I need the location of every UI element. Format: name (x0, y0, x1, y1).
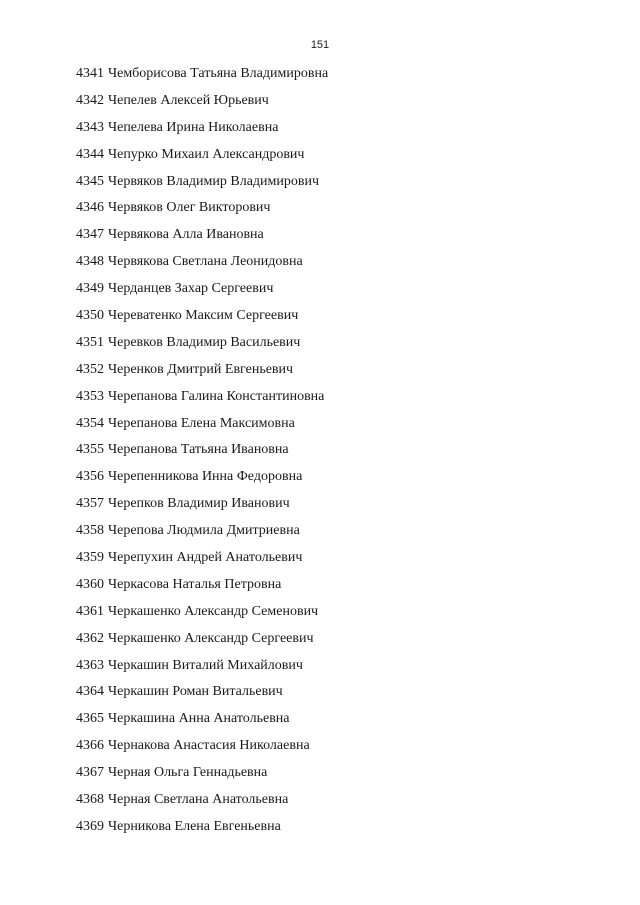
entry-number: 4357 (76, 496, 104, 512)
entry-name: Черепков Владимир Иванович (108, 496, 290, 512)
list-item (76, 522, 596, 549)
name-list (76, 65, 596, 845)
list-item (76, 226, 596, 253)
list-item (76, 737, 596, 764)
entry-name: Черникова Елена Евгеньевна (108, 818, 281, 834)
entry-number: 4360 (76, 576, 104, 592)
list-item (76, 361, 596, 388)
entry-number: 4366 (76, 738, 104, 754)
entry-number: 4352 (76, 361, 104, 377)
entry-name: Червякова Алла Ивановна (108, 227, 264, 243)
entry-number: 4344 (76, 146, 104, 162)
entry-number: 4353 (76, 388, 104, 404)
list-item (76, 253, 596, 280)
list-item (76, 683, 596, 710)
page-number: 151 (310, 39, 330, 51)
entry-number: 4348 (76, 254, 104, 270)
entry-number: 4361 (76, 603, 104, 619)
entry-name: Чепурко Михаил Александрович (108, 146, 305, 162)
list-item (76, 92, 596, 119)
entry-number: 4346 (76, 200, 104, 216)
entry-name: Черепова Людмила Дмитриевна (108, 523, 300, 539)
entry-name: Черевков Владимир Васильевич (108, 334, 301, 350)
entry-name: Черкасова Наталья Петровна (108, 576, 282, 592)
list-item (76, 307, 596, 334)
entry-name: Черкашин Роман Витальевич (108, 684, 283, 700)
entry-number: 4367 (76, 765, 104, 781)
entry-number: 4354 (76, 415, 104, 431)
list-item (76, 173, 596, 200)
entry-number: 4369 (76, 818, 104, 834)
entry-number: 4363 (76, 657, 104, 673)
entry-name: Черданцев Захар Сергеевич (108, 281, 274, 297)
entry-number: 4345 (76, 173, 104, 189)
entry-name: Черкашин Виталий Михайлович (108, 657, 303, 673)
list-item (76, 657, 596, 684)
list-item (76, 710, 596, 737)
entry-number: 4359 (76, 550, 104, 566)
list-item (76, 415, 596, 442)
list-item (76, 388, 596, 415)
entry-name: Череватенко Максим Сергеевич (108, 308, 299, 324)
entry-name: Черкашенко Александр Сергеевич (108, 630, 314, 646)
entry-name: Черенков Дмитрий Евгеньевич (108, 361, 294, 377)
list-item (76, 119, 596, 146)
entry-name: Чемборисова Татьяна Владимировна (108, 66, 329, 81)
entry-number: 4364 (76, 684, 104, 700)
list-item (76, 441, 596, 468)
entry-name: Червяков Владимир Владимирович (108, 173, 320, 189)
entry-number: 4358 (76, 523, 104, 539)
list-item (76, 65, 596, 92)
list-item (76, 146, 596, 173)
list-item (76, 549, 596, 576)
entry-number: 4350 (76, 308, 104, 324)
entry-name: Черкашенко Александр Семенович (108, 603, 319, 619)
list-item (76, 630, 596, 657)
entry-number: 4356 (76, 469, 104, 485)
entry-number: 4342 (76, 92, 104, 108)
list-item (76, 576, 596, 603)
entry-number: 4362 (76, 630, 104, 646)
entry-name: Черкашина Анна Анатольевна (108, 711, 290, 727)
entry-name: Червякова Светлана Леонидовна (108, 254, 303, 270)
list-item (76, 495, 596, 522)
entry-name: Чепелев Алексей Юрьевич (108, 92, 269, 108)
entry-number: 4365 (76, 711, 104, 727)
entry-name: Черная Ольга Геннадьевна (108, 765, 268, 781)
entry-name: Червяков Олег Викторович (108, 200, 271, 216)
entry-name: Чепелева Ирина Николаевна (108, 119, 279, 135)
list-item (76, 764, 596, 791)
entry-number: 4349 (76, 281, 104, 297)
list-item (76, 603, 596, 630)
entry-name: Черепанова Галина Константиновна (108, 388, 325, 404)
entry-name: Черепанова Татьяна Ивановна (108, 442, 289, 458)
entry-number: 4347 (76, 227, 104, 243)
list-item (76, 818, 596, 845)
entry-number: 4368 (76, 792, 104, 808)
entry-name: Черепенникова Инна Федоровна (108, 469, 303, 485)
entry-number: 4341 (76, 66, 104, 81)
entry-name: Черепухин Андрей Анатольевич (108, 550, 303, 566)
entry-number: 4343 (76, 119, 104, 135)
entry-name: Черепанова Елена Максимовна (108, 415, 295, 431)
entry-name: Черная Светлана Анатольевна (108, 792, 289, 808)
entry-number: 4355 (76, 442, 104, 458)
list-item (76, 468, 596, 495)
list-item (76, 280, 596, 307)
list-item (76, 791, 596, 818)
entry-name: Чернакова Анастасия Николаевна (108, 738, 310, 754)
list-item (76, 199, 596, 226)
entry-number: 4351 (76, 334, 104, 350)
list-item (76, 334, 596, 361)
